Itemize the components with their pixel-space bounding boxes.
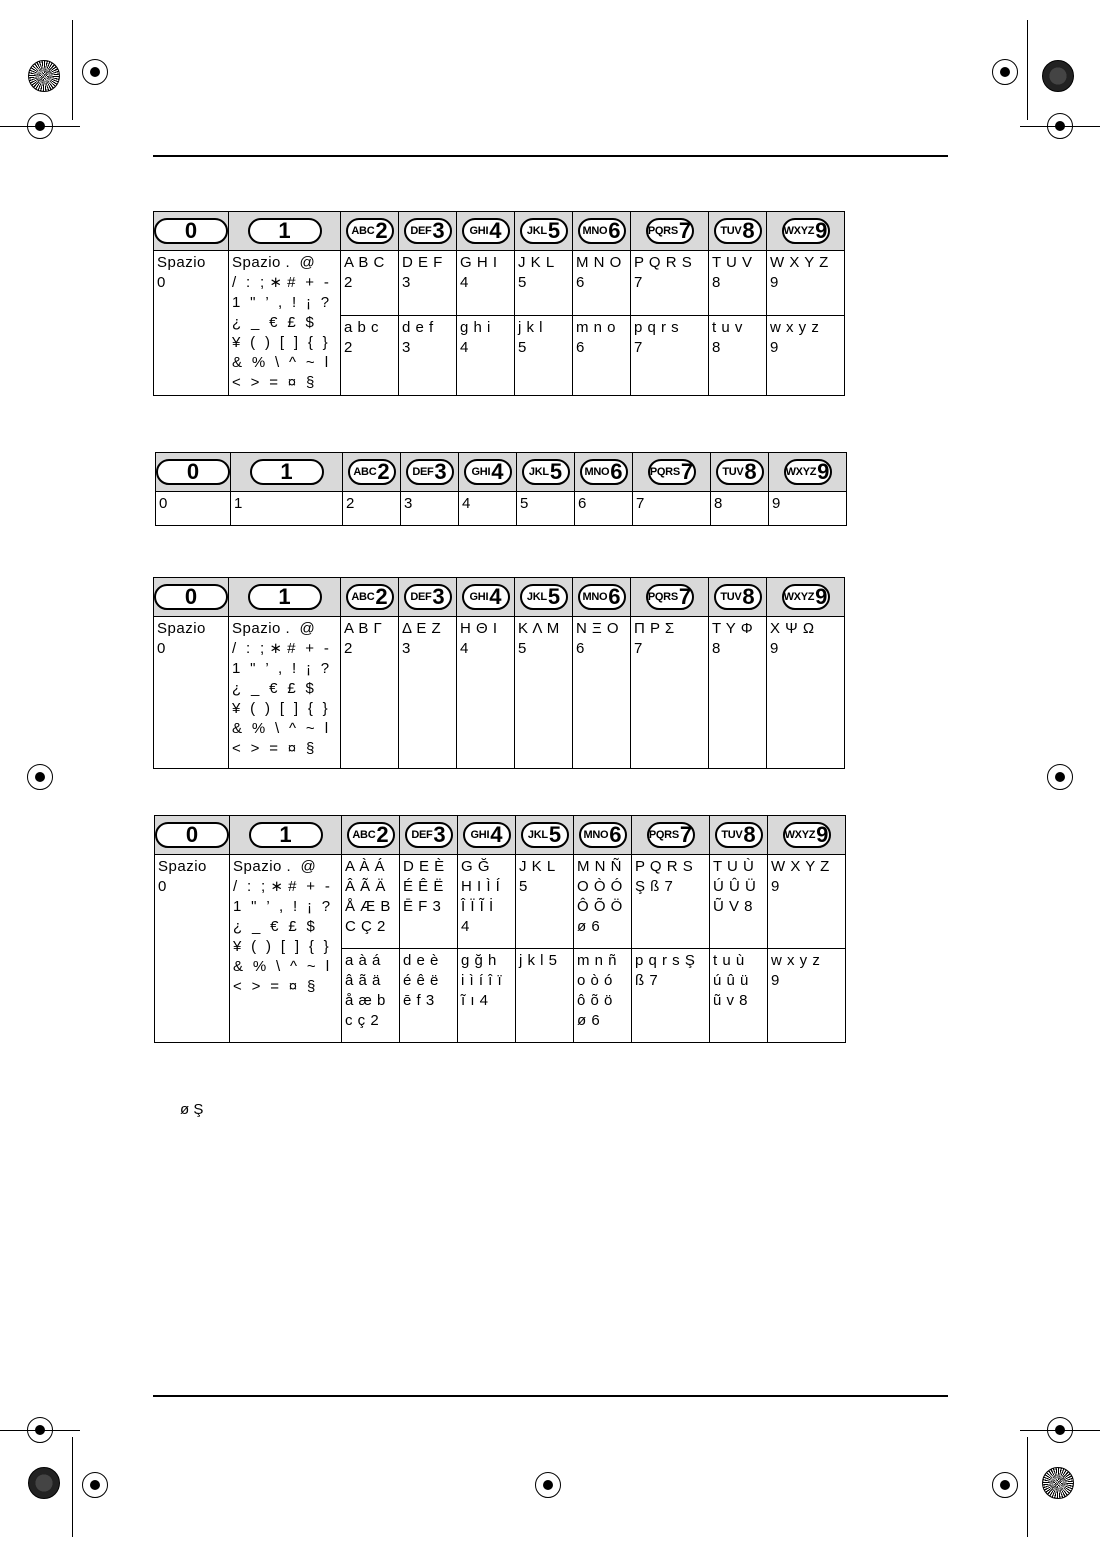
key-letters: JKL xyxy=(526,225,547,237)
registration-target-icon xyxy=(82,1472,108,1498)
character-table-latin xyxy=(153,211,845,396)
keypad-key-0-icon xyxy=(154,218,228,244)
key-header-row xyxy=(154,212,845,251)
key-header-cell xyxy=(457,578,515,617)
registration-target-icon xyxy=(535,1472,561,1498)
key-header-cell xyxy=(399,578,457,617)
key-letters: DEF xyxy=(410,591,432,603)
key-digit: 0 xyxy=(184,218,198,243)
registration-target-icon xyxy=(1047,764,1073,790)
key-digit: 0 xyxy=(184,584,198,609)
table-cell: A B C 2 xyxy=(341,251,399,316)
table-cell: m n ñ o ò ó ô õ ö ø 6 xyxy=(574,949,632,1043)
key-digit: 8 xyxy=(742,584,755,609)
table-cell: 8 xyxy=(711,492,769,526)
key-digit: 7 xyxy=(678,218,692,243)
table-cell: Spazio 0 xyxy=(154,251,229,396)
key-letters: DEF xyxy=(410,225,432,237)
keypad-key-7-icon xyxy=(646,584,694,610)
crop-mark xyxy=(72,20,73,120)
table-cell: T U V 8 xyxy=(709,251,767,316)
registration-sunburst-icon xyxy=(1042,1467,1074,1499)
key-letters: PQRS xyxy=(647,591,678,603)
table-cell: 0 xyxy=(156,492,231,526)
table-cell: j k l 5 xyxy=(516,949,574,1043)
keypad-key-8-icon xyxy=(714,218,762,244)
table-cell: W X Y Z 9 xyxy=(768,855,846,949)
keypad-key-0-icon xyxy=(155,822,229,848)
key-header-cell xyxy=(711,453,769,492)
keypad-key-5-icon xyxy=(521,822,569,848)
registration-sunburst-icon xyxy=(1042,60,1074,92)
table-cell: M N Ñ O Ò Ó Ô Õ Ö ø 6 xyxy=(574,855,632,949)
table-cell: Spazio . @ / : ; ∗ # + - 1 " ’ , ! ¡ ? ¿ _ € £ $ ¥ ( ) [ ] { } & % \ ^ ~ ǀ < > = ¤ § xyxy=(229,251,341,396)
registration-target-icon xyxy=(992,59,1018,85)
table-cell: 4 xyxy=(459,492,517,526)
key-letters: JKL xyxy=(527,829,548,841)
key-header-cell xyxy=(154,578,229,617)
key-header-cell xyxy=(515,212,573,251)
key-header-cell xyxy=(341,578,399,617)
key-digit: 4 xyxy=(490,822,503,847)
key-digit: 1 xyxy=(278,218,291,243)
table-cell: A Β Γ 2 xyxy=(341,617,399,769)
keypad-key-3-icon xyxy=(405,822,453,848)
key-digit: 2 xyxy=(375,218,388,243)
table-cell: p q r s Ş ß 7 xyxy=(632,949,710,1043)
keypad-key-1-icon xyxy=(250,459,324,485)
key-header-cell xyxy=(709,212,767,251)
key-header-cell xyxy=(516,816,574,855)
key-letters: MNO xyxy=(584,466,610,478)
key-header-row xyxy=(156,453,847,492)
table-cell: D E F 3 xyxy=(399,251,457,316)
keypad-key-9-icon xyxy=(783,822,831,848)
key-header-cell xyxy=(343,453,401,492)
key-digit: 8 xyxy=(744,459,757,484)
key-digit: 5 xyxy=(548,822,562,847)
keypad-key-6-icon xyxy=(580,459,628,485)
keypad-key-4-icon xyxy=(462,218,510,244)
table-cell: P Q R S 7 xyxy=(631,251,709,316)
keypad-key-2-icon xyxy=(346,584,394,610)
key-letters: WXYZ xyxy=(783,225,815,237)
table-cell: g h i 4 xyxy=(457,316,515,396)
table-cell: p q r s 7 xyxy=(631,316,709,396)
registration-target-icon xyxy=(82,59,108,85)
table-cell: a b c 2 xyxy=(341,316,399,396)
table-cell: g ğ h i ì í î ï ĩ ı 4 xyxy=(458,949,516,1043)
key-header-cell xyxy=(575,453,633,492)
key-digit: 4 xyxy=(491,459,504,484)
key-digit: 9 xyxy=(816,822,829,847)
table-cell: P Q R S Ş ß 7 xyxy=(632,855,710,949)
keypad-key-8-icon xyxy=(716,459,764,485)
table-cell: t u v 8 xyxy=(709,316,767,396)
keypad-key-5-icon xyxy=(520,584,568,610)
key-header-cell xyxy=(155,816,230,855)
key-header-row xyxy=(155,816,846,855)
key-header-cell xyxy=(768,816,846,855)
key-header-cell xyxy=(342,816,400,855)
key-letters: GHI xyxy=(470,829,490,841)
footnote-characters: ø Ş xyxy=(180,1101,204,1118)
key-letters: PQRS xyxy=(647,225,678,237)
table-cell: G H I 4 xyxy=(457,251,515,316)
keypad-key-0-icon xyxy=(154,584,228,610)
keypad-key-5-icon xyxy=(522,459,570,485)
key-digit: 3 xyxy=(433,822,446,847)
key-header-cell xyxy=(709,578,767,617)
keypad-key-7-icon xyxy=(646,218,694,244)
keypad-key-2-icon xyxy=(346,218,394,244)
key-letters: MNO xyxy=(582,225,608,237)
key-header-row xyxy=(154,578,845,617)
key-digit: 2 xyxy=(376,822,389,847)
table-cell: Spazio 0 xyxy=(154,617,229,769)
table-cell: Κ Λ Μ 5 xyxy=(515,617,573,769)
keypad-key-2-icon xyxy=(347,822,395,848)
keypad-key-4-icon xyxy=(464,459,512,485)
key-letters: TUV xyxy=(720,591,742,603)
key-digit: 1 xyxy=(279,822,292,847)
key-header-cell xyxy=(458,816,516,855)
key-header-cell xyxy=(229,212,341,251)
key-digit: 9 xyxy=(815,218,828,243)
table-cell: 2 xyxy=(343,492,401,526)
table-cell: d e f 3 xyxy=(399,316,457,396)
table-cell: Spazio . @ / : ; ∗ # + - 1 " ’ , ! ¡ ? ¿ _ € £ $ ¥ ( ) [ ] { } & % \ ^ ~ ǀ < > = ¤ § xyxy=(229,617,341,769)
table-cell: W X Y Z 9 xyxy=(767,251,845,316)
key-letters: GHI xyxy=(471,466,491,478)
table-cell: Spazio 0 xyxy=(155,855,230,1043)
character-table-extended xyxy=(154,815,846,1043)
key-header-cell xyxy=(631,212,709,251)
key-digit: 7 xyxy=(678,584,692,609)
table-cell: 7 xyxy=(633,492,711,526)
keypad-key-1-icon xyxy=(249,822,323,848)
key-header-cell xyxy=(767,578,845,617)
keypad-key-3-icon xyxy=(406,459,454,485)
key-header-cell xyxy=(459,453,517,492)
key-header-cell xyxy=(632,816,710,855)
key-letters: JKL xyxy=(526,591,547,603)
table-cell: a à á â ã ä å æ b c ç 2 xyxy=(342,949,400,1043)
table-cell: m n o 6 xyxy=(573,316,631,396)
crop-mark xyxy=(1027,1437,1028,1537)
key-digit: 4 xyxy=(489,584,502,609)
table-cell: Π Ρ Σ 7 xyxy=(631,617,709,769)
registration-target-icon xyxy=(27,1417,53,1443)
key-header-cell xyxy=(769,453,847,492)
key-digit: 7 xyxy=(679,822,693,847)
table-cell: t u ù ú û ü ũ v 8 xyxy=(710,949,768,1043)
key-header-cell xyxy=(573,212,631,251)
table-cell: A À Á Â Ã Ä Å Æ B C Ç 2 xyxy=(342,855,400,949)
key-header-cell xyxy=(517,453,575,492)
key-digit: 9 xyxy=(815,584,828,609)
key-digit: 6 xyxy=(609,822,622,847)
keypad-key-7-icon xyxy=(648,459,696,485)
key-header-cell xyxy=(341,212,399,251)
registration-target-icon xyxy=(1047,113,1073,139)
key-header-cell xyxy=(633,453,711,492)
table-cell: w x y z 9 xyxy=(768,949,846,1043)
keypad-key-4-icon xyxy=(463,822,511,848)
key-header-cell xyxy=(515,578,573,617)
key-digit: 9 xyxy=(817,459,830,484)
key-header-cell xyxy=(710,816,768,855)
key-digit: 0 xyxy=(186,459,200,484)
registration-sunburst-icon xyxy=(28,60,60,92)
key-letters: GHI xyxy=(469,591,489,603)
crop-mark xyxy=(1027,20,1028,120)
table-cell: 1 xyxy=(231,492,343,526)
table-cell: J K L 5 xyxy=(516,855,574,949)
character-table-greek xyxy=(153,577,845,769)
key-digit: 2 xyxy=(375,584,388,609)
keypad-key-0-icon xyxy=(156,459,230,485)
keypad-key-6-icon xyxy=(578,218,626,244)
key-digit: 6 xyxy=(610,459,623,484)
key-digit: 3 xyxy=(434,459,447,484)
table-cell: T U Ù Ú Û Ü Ũ V 8 xyxy=(710,855,768,949)
key-header-cell xyxy=(400,816,458,855)
registration-target-icon xyxy=(992,1472,1018,1498)
table-cell: 9 xyxy=(769,492,847,526)
keypad-key-7-icon xyxy=(647,822,695,848)
key-letters: WXYZ xyxy=(783,591,815,603)
table-cell: G Ğ H I Ì Í Î Ï Ĩ İ 4 xyxy=(458,855,516,949)
keypad-key-1-icon xyxy=(248,218,322,244)
table-cell: j k l 5 xyxy=(515,316,573,396)
header-rule xyxy=(153,155,948,157)
key-header-cell xyxy=(401,453,459,492)
key-digit: 0 xyxy=(185,822,199,847)
key-letters: TUV xyxy=(721,829,743,841)
table-cell: w x y z 9 xyxy=(767,316,845,396)
table-cell: 3 xyxy=(401,492,459,526)
key-digit: 1 xyxy=(278,584,291,609)
key-digit: 1 xyxy=(280,459,293,484)
key-header-cell xyxy=(457,212,515,251)
key-letters: JKL xyxy=(528,466,549,478)
key-header-cell xyxy=(156,453,231,492)
key-digit: 3 xyxy=(432,584,445,609)
key-digit: 8 xyxy=(743,822,756,847)
key-letters: DEF xyxy=(411,829,433,841)
table-cell: Δ Ε Ζ 3 xyxy=(399,617,457,769)
key-header-cell xyxy=(154,212,229,251)
key-digit: 5 xyxy=(547,218,561,243)
registration-target-icon xyxy=(27,113,53,139)
table-cell: Τ Υ Φ 8 xyxy=(709,617,767,769)
key-digit: 5 xyxy=(547,584,561,609)
key-letters: ABC xyxy=(351,225,375,237)
key-header-cell xyxy=(574,816,632,855)
key-header-cell xyxy=(230,816,342,855)
key-header-cell xyxy=(399,212,457,251)
keypad-key-6-icon xyxy=(579,822,627,848)
keypad-key-5-icon xyxy=(520,218,568,244)
table-cell: 5 xyxy=(517,492,575,526)
key-letters: TUV xyxy=(720,225,742,237)
key-digit: 5 xyxy=(549,459,563,484)
table-cell: Spazio . @ / : ; ∗ # + - 1 " ’ , ! ¡ ? ¿ _ € £ $ ¥ ( ) [ ] { } & % \ ^ ~ ǀ < > = ¤ § xyxy=(230,855,342,1043)
key-digit: 3 xyxy=(432,218,445,243)
registration-target-icon xyxy=(27,764,53,790)
keypad-key-8-icon xyxy=(714,584,762,610)
table-cell: J K L 5 xyxy=(515,251,573,316)
key-letters: ABC xyxy=(352,829,376,841)
key-header-cell xyxy=(767,212,845,251)
table-cell: M N O 6 xyxy=(573,251,631,316)
key-letters: ABC xyxy=(353,466,377,478)
key-letters: PQRS xyxy=(649,466,680,478)
keypad-key-6-icon xyxy=(578,584,626,610)
crop-mark xyxy=(72,1437,73,1537)
key-letters: ABC xyxy=(351,591,375,603)
keypad-key-1-icon xyxy=(248,584,322,610)
keypad-key-9-icon xyxy=(782,218,830,244)
table-cell: d e è é ê ë ē f 3 xyxy=(400,949,458,1043)
keypad-key-3-icon xyxy=(404,218,452,244)
table-cell: Χ Ψ Ω 9 xyxy=(767,617,845,769)
key-letters: GHI xyxy=(469,225,489,237)
table-cell: D E È É Ê Ë Ē F 3 xyxy=(400,855,458,949)
character-table-numeric xyxy=(155,452,847,526)
key-letters: MNO xyxy=(583,829,609,841)
key-letters: WXYZ xyxy=(785,466,817,478)
key-digit: 7 xyxy=(680,459,694,484)
key-letters: WXYZ xyxy=(784,829,816,841)
table-cell: Ν Ξ Ο 6 xyxy=(573,617,631,769)
registration-target-icon xyxy=(1047,1417,1073,1443)
table-cell: 6 xyxy=(575,492,633,526)
registration-sunburst-icon xyxy=(28,1467,60,1499)
footer-rule xyxy=(153,1395,948,1397)
key-header-cell xyxy=(573,578,631,617)
key-digit: 6 xyxy=(608,218,621,243)
key-digit: 2 xyxy=(377,459,390,484)
keypad-key-4-icon xyxy=(462,584,510,610)
key-header-cell xyxy=(631,578,709,617)
keypad-key-9-icon xyxy=(784,459,832,485)
table-cell: Η Θ Ι 4 xyxy=(457,617,515,769)
key-digit: 6 xyxy=(608,584,621,609)
keypad-key-3-icon xyxy=(404,584,452,610)
keypad-key-2-icon xyxy=(348,459,396,485)
key-header-cell xyxy=(229,578,341,617)
keypad-key-9-icon xyxy=(782,584,830,610)
key-header-cell xyxy=(231,453,343,492)
key-letters: DEF xyxy=(412,466,434,478)
key-digit: 4 xyxy=(489,218,502,243)
keypad-key-8-icon xyxy=(715,822,763,848)
key-letters: TUV xyxy=(722,466,744,478)
key-digit: 8 xyxy=(742,218,755,243)
key-letters: PQRS xyxy=(648,829,679,841)
key-letters: MNO xyxy=(582,591,608,603)
